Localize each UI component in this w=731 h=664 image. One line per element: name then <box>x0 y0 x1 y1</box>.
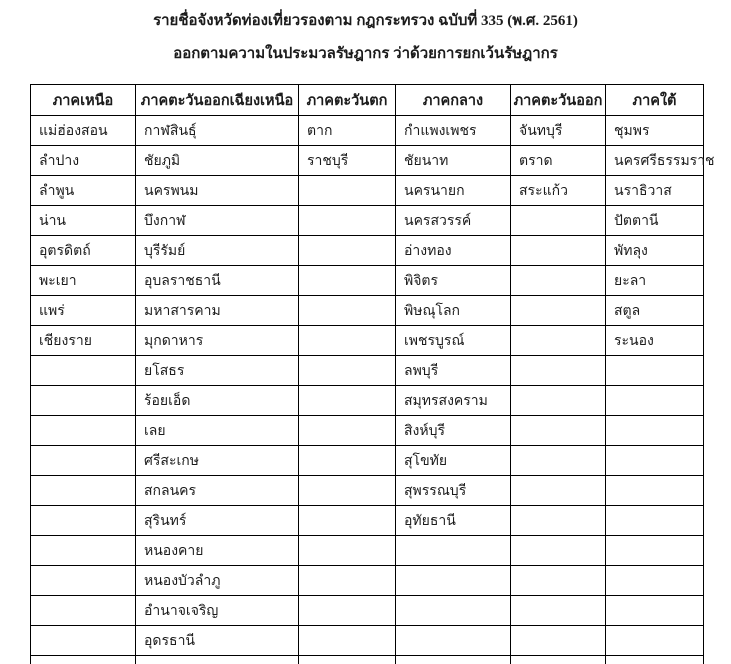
table-cell: กำแพงเพชร <box>396 116 511 146</box>
table-cell: จันทบุรี <box>511 116 606 146</box>
table-cell <box>511 416 606 446</box>
table-cell: ยะลา <box>606 266 704 296</box>
table-cell: ปัตตานี <box>606 206 704 236</box>
table-cell <box>396 626 511 656</box>
table-cell: หนองบัวลำภู <box>136 566 299 596</box>
table-cell: ยโสธร <box>136 356 299 386</box>
table-cell <box>31 656 136 664</box>
table-row <box>31 596 704 626</box>
table-row <box>31 326 704 356</box>
table-cell <box>299 506 396 536</box>
table-cell <box>299 596 396 626</box>
table-cell <box>511 476 606 506</box>
table-cell: มหาสารคาม <box>136 296 299 326</box>
table-cell <box>511 356 606 386</box>
table-cell: อ่างทอง <box>396 236 511 266</box>
table-row <box>31 266 704 296</box>
table-row <box>31 416 704 446</box>
table-row <box>31 656 704 664</box>
table-cell <box>31 566 136 596</box>
table-cell <box>511 566 606 596</box>
table-cell <box>606 476 704 506</box>
table-cell: ตราด <box>511 146 606 176</box>
table-row <box>31 386 704 416</box>
table-row <box>31 116 704 146</box>
table-cell: ราชบุรี <box>299 146 396 176</box>
table-cell <box>396 536 511 566</box>
table-row <box>31 506 704 536</box>
table-cell: สุรินทร์ <box>136 506 299 536</box>
table-cell <box>299 566 396 596</box>
table-cell <box>299 326 396 356</box>
provinces-table <box>30 84 715 664</box>
table-cell <box>606 536 704 566</box>
table-cell <box>31 356 136 386</box>
table-cell: แม่ฮ่องสอน <box>31 116 136 146</box>
table-row <box>31 446 704 476</box>
table-cell: สตูล <box>606 296 704 326</box>
document-title-line1: รายชื่อจังหวัดท่องเที่ยวรองตาม กฎกระทรวง ฉบับที่ 335 (พ.ศ. 2561) <box>153 13 578 29</box>
table-cell <box>606 596 704 626</box>
table-cell <box>299 626 396 656</box>
table-cell: พัทลุง <box>606 236 704 266</box>
table-cell <box>31 536 136 566</box>
table-row <box>31 236 704 266</box>
table-cell: ลำพูน <box>31 176 136 206</box>
table-cell <box>299 446 396 476</box>
table-cell: สุโขทัย <box>396 446 511 476</box>
table-row <box>31 536 704 566</box>
table-cell: นครนายก <box>396 176 511 206</box>
table-cell: นครพนม <box>136 176 299 206</box>
table-cell <box>299 386 396 416</box>
column-header: ภาคตะวันตก <box>299 85 396 116</box>
table-cell <box>606 386 704 416</box>
table-row <box>31 176 704 206</box>
table-cell: อุบลราชธานี <box>136 266 299 296</box>
table-cell: ชัยภูมิ <box>136 146 299 176</box>
table-cell: สระแก้ว <box>511 176 606 206</box>
table-cell <box>606 626 704 656</box>
table-cell <box>299 536 396 566</box>
table-cell: อุดรธานี <box>136 626 299 656</box>
table-cell <box>299 296 396 326</box>
table-cell <box>511 206 606 236</box>
table-cell: ชัยนาท <box>396 146 511 176</box>
table-cell <box>31 416 136 446</box>
table-cell: พิจิตร <box>396 266 511 296</box>
table-cell <box>31 386 136 416</box>
table-cell: มุกดาหาร <box>136 326 299 356</box>
table-header-row <box>31 85 704 116</box>
table-cell: พะเยา <box>31 266 136 296</box>
table-cell <box>606 656 704 664</box>
table-cell: นครศรีธรรมราช <box>606 146 704 176</box>
table-cell: พิษณุโลก <box>396 296 511 326</box>
table-cell <box>511 386 606 416</box>
table-row <box>31 146 704 176</box>
table-cell <box>606 506 704 536</box>
table-cell <box>31 506 136 536</box>
table-cell: ตาก <box>299 116 396 146</box>
table-cell <box>511 446 606 476</box>
table-row <box>31 296 704 326</box>
table-cell: ชุมพร <box>606 116 704 146</box>
table-cell <box>511 506 606 536</box>
table-cell <box>606 416 704 446</box>
table-row <box>31 476 704 506</box>
table-cell <box>31 446 136 476</box>
document-title-line2: ออกตามความในประมวลรัษฎากร ว่าด้วยการยกเว้นรัษฎากร <box>173 46 558 62</box>
table-cell: นครสวรรค์ <box>396 206 511 236</box>
table-cell: สิงห์บุรี <box>396 416 511 446</box>
table-cell <box>31 476 136 506</box>
table-cell <box>606 356 704 386</box>
table-cell <box>511 626 606 656</box>
table-cell <box>299 206 396 236</box>
table-cell <box>606 446 704 476</box>
table-cell: หนองคาย <box>136 536 299 566</box>
table-cell: แพร่ <box>31 296 136 326</box>
table-cell: บึงกาฬ <box>136 206 299 236</box>
column-header: ภาคใต้ <box>606 85 704 116</box>
table-cell <box>299 356 396 386</box>
table-cell <box>299 476 396 506</box>
table-cell: อำนาจเจริญ <box>136 596 299 626</box>
table-row <box>31 356 704 386</box>
table-cell: อุตรดิตถ์ <box>31 236 136 266</box>
table-cell: สมุทรสงคราม <box>396 386 511 416</box>
column-header: ภาคตะวันออกเฉียงเหนือ <box>136 85 299 116</box>
table-cell <box>299 236 396 266</box>
table-cell <box>31 596 136 626</box>
table-cell: อุทัยธานี <box>396 506 511 536</box>
table-cell <box>299 266 396 296</box>
table-cell <box>511 536 606 566</box>
column-header: ภาคกลาง <box>396 85 511 116</box>
table-row <box>31 566 704 596</box>
table-cell <box>299 656 396 664</box>
table-row <box>31 206 704 236</box>
table-cell <box>511 296 606 326</box>
table-cell <box>606 566 704 596</box>
table-cell <box>511 656 606 664</box>
table-cell: ลำปาง <box>31 146 136 176</box>
table-cell <box>31 626 136 656</box>
table-cell: สกลนคร <box>136 476 299 506</box>
column-header: ภาคตะวันออก <box>511 85 606 116</box>
table-cell: เพชรบูรณ์ <box>396 326 511 356</box>
table-cell <box>511 326 606 356</box>
table-row <box>31 85 704 116</box>
table-cell: ร้อยเอ็ด <box>136 386 299 416</box>
table-cell: น่าน <box>31 206 136 236</box>
table-cell <box>511 236 606 266</box>
table-body <box>31 116 715 664</box>
table-cell <box>511 596 606 626</box>
table-cell: บุรีรัมย์ <box>136 236 299 266</box>
table-cell: นราธิวาส <box>606 176 704 206</box>
table-cell <box>136 656 299 664</box>
column-header: ภาคเหนือ <box>31 85 136 116</box>
table-row <box>31 626 704 656</box>
table-cell: สุพรรณบุรี <box>396 476 511 506</box>
table-cell: ลพบุรี <box>396 356 511 386</box>
table-cell <box>396 566 511 596</box>
table-cell: เชียงราย <box>31 326 136 356</box>
table-cell <box>299 176 396 206</box>
table-cell: ระนอง <box>606 326 704 356</box>
table-cell <box>396 596 511 626</box>
table-cell <box>396 656 511 664</box>
table-cell <box>511 266 606 296</box>
table-cell <box>299 416 396 446</box>
table-cell: ศรีสะเกษ <box>136 446 299 476</box>
table-cell: เลย <box>136 416 299 446</box>
table-cell: กาฬสินธุ์ <box>136 116 299 146</box>
